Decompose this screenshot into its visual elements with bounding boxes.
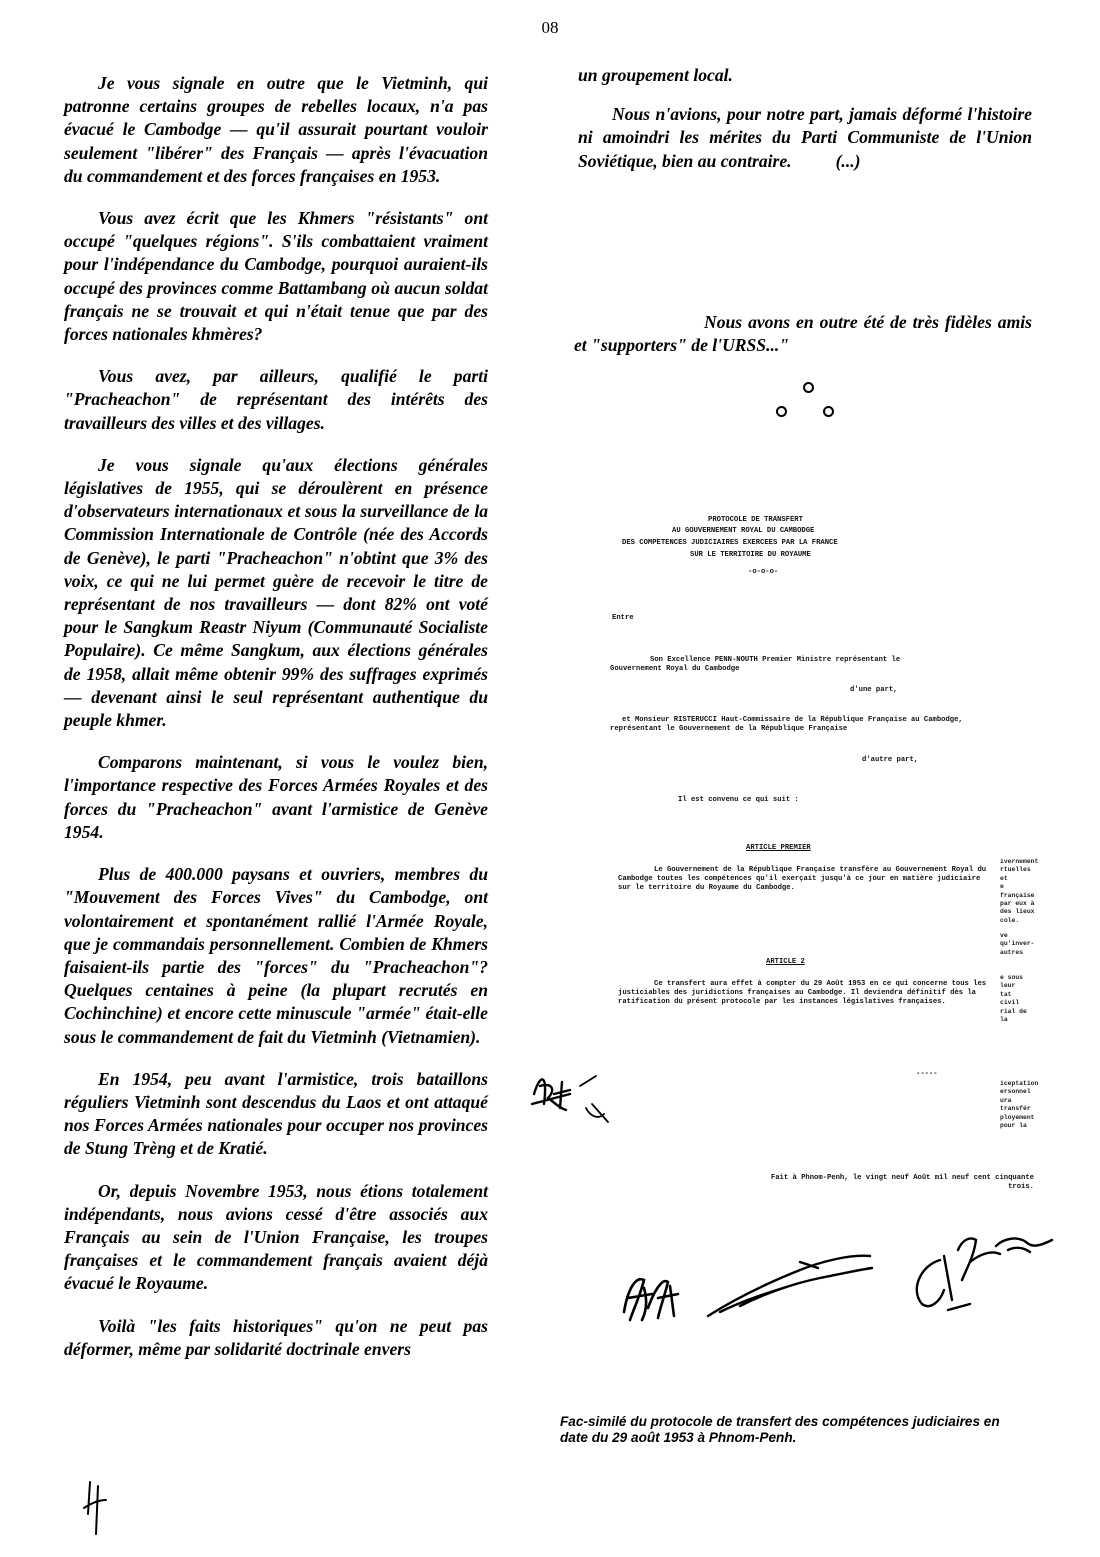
separator-dot [823, 406, 834, 417]
margin-note: e sous leur [1000, 974, 1024, 990]
margin-note: tat civil [1000, 990, 1020, 1007]
article-2-text: Ce transfert aura effet à compter du 29 Août 1953 en ce qui concerne tous les justiciables des juridictions françaises au Cambodge. Il deviendra définitif dès la ratification du présent protocole par les instances législatives françaises. [618, 980, 987, 1007]
ellipsis: (...) [835, 150, 861, 171]
margin-notes [1000, 932, 1035, 957]
margin-note: rial de la [1000, 1007, 1027, 1024]
margin-notes [1000, 858, 1038, 925]
separator-dot [803, 382, 814, 393]
article-2-title: ARTICLE 2 [766, 958, 805, 966]
paragraph-text: Nous n'avions, pour notre part, jamais déformé l'histoire ni amoindri les mérites du Parti Communiste de l'Union Soviétique, bien au contraire. [578, 104, 1032, 171]
signature-risterucci [900, 1220, 1060, 1320]
separator-dot [776, 406, 787, 417]
signature-middle [700, 1248, 880, 1328]
protocol-title-line: SUR LE TERRITOIRE DU ROYAUME [690, 551, 811, 559]
margin-note: ve qu'inver- [1000, 932, 1035, 948]
facsimile-caption: Fac-similé du protocole de transfert des compétences judiciaires en date du 29 août 1953 à Phnom-Penh. [560, 1414, 1000, 1445]
handwritten-page-mark [80, 1478, 110, 1538]
article-1-text: Le Gouvernement de la République Française transfère au Gouvernement Royal du Cambodge toutes les compétences qu'il exerçait jusqu'à ce jour en matière judiciaire sur le territoire du Royaume du Cambodge. [618, 866, 987, 893]
paragraph: Je vous signale en outre que le Vietminh, qui patronne certains groupes de rebelles locaux, n'a pas évacué le Cambodge — qu'il assurait pourtant vouloir seulement "libérer" des Français — après l'évacuation du commandement et des forces françaises en 1953. [64, 73, 488, 186]
protocol-separator: -o-o-o- [748, 568, 779, 576]
paragraph: Je vous signale qu'aux élections générales législatives de 1955, qui se déroulèrent en présence d'observateurs internationaux et sous la surveillance de la Commission Internationale de Contrôle (née des Accords de Genève), le parti "Pracheachon" n'obtint que 3% des voix, ce qui ne lui permet guère de recevoir le titre de représentant de nos travailleurs — dont 82% ont voté pour le Sangkum Reastr Niyum (Communauté Socialiste Populaire). Ce même Sangkum, aux élections générales de 1958, allait même obtenir 99% des suffrages exprimés — devenant ainsi le seul représentant authentique du peuple khmer. [64, 454, 488, 731]
quote-paragraph: Nous avons en outre été de très fidèles amis et "supporters" de l'URSS..." [574, 312, 1032, 356]
protocol-convenu: Il est convenu ce qui suit : [678, 796, 799, 804]
margin-note: rtuelles et [1000, 866, 1031, 882]
protocol-party-2: et Monsieur RISTERUCCI Haut-Commissaire de la République Française au Cambodge, représentant le Gouvernement de la République Française [610, 716, 963, 734]
paragraph: Or, depuis Novembre 1953, nous étions totalement indépendants, nous avions cessé d'être associés aux Français au sein de l'Union Française, les troupes françaises et le commandement français avaient déjà évacué le Royaume. [64, 1180, 488, 1294]
right-column [578, 64, 1032, 189]
margin-note: par eux à [1000, 900, 1035, 908]
margin-note: des lieux [1000, 908, 1035, 916]
protocol-party-2-suffix: d'autre part, [862, 756, 919, 764]
paragraph: Vous avez écrit que les Khmers "résistants" ont occupé "quelques régions". S'ils combattaient vraiment pour l'indépendance du Cambodge, pourquoi auraient-ils occupé des provinces comme Battambang où aucun soldat français ne se trouvait et qui n'était tenue que par des forces nationales khmères? [64, 208, 488, 345]
margin-note: cole. [1000, 916, 1020, 924]
facsimile-document [610, 510, 1039, 1210]
paragraph: Comparons maintenant, si vous le voulez bien, l'importance respective des Forces Armées Royales et des forces du "Pracheachon" avant l'armistice de Genève 1954. [64, 752, 488, 842]
paragraph: En 1954, peu avant l'armistice, trois bataillons réguliers Vietminh sont descendus du Laos et ont attaqué nos Forces Armées nationales pour occuper nos provinces de Stung Trèng et de Kratié. [64, 1068, 488, 1159]
margin-notes [1000, 974, 1030, 1024]
signature-penn-nouth [618, 1268, 688, 1328]
protocol-dashes: ----- [916, 1070, 938, 1078]
margin-note: pour la [1000, 1122, 1027, 1130]
paragraph: Vous avez, par ailleurs, qualifié le parti "Pracheachon" de représentant des intérêts des travailleurs des villes et des villages. [64, 366, 488, 433]
paragraph [578, 103, 1032, 173]
margin-note: e française [1000, 883, 1035, 899]
margin-notes [1000, 1080, 1038, 1130]
protocol-closing: Fait à Phnom-Penh, le vingt neuf Août mil neuf cent cinquante trois. [770, 1174, 1034, 1192]
continuation-line: un groupement local. [578, 65, 733, 85]
protocol-party-1-suffix: d'une part, [850, 686, 898, 694]
protocol-title-line: PROTOCOLE DE TRANSFERT [708, 516, 803, 524]
margin-note: ployement [1000, 1113, 1035, 1121]
protocol-entre: Entre [612, 614, 634, 622]
protocol-title-line: AU GOUVERNEMENT ROYAL DU CAMBODGE [672, 527, 815, 535]
paragraph: Plus de 400.000 paysans et ouvriers, membres du "Mouvement des Forces Vives" du Cambodge, ont volontairement et spontanément rallié l'Armée Royale, que je commandais personnellement. Combien de Khmers faisaient-ils partie des "forces" du "Pracheachon"? Quelques centaines à peine (la plupart recrutés en Cochinchine) et encore cette minuscule "armée" était-elle sous le commandement de fait du Vietminh (Vietnamien). [64, 864, 488, 1047]
margin-note: ura transfér [1000, 1096, 1031, 1113]
margin-note: autres [1000, 948, 1024, 956]
paragraph: Voilà "les faits historiques" qu'on ne peut pas déformer, même par solidarité doctrinale envers [64, 1315, 488, 1359]
margin-note: ersonnel [1000, 1088, 1031, 1096]
protocol-title-line: DES COMPETENCES JUDICIAIRES EXERCEES PAR LA FRANCE [622, 539, 838, 547]
left-column [64, 72, 488, 1380]
page-number: 08 [541, 18, 559, 37]
protocol-party-1: Son Excellence PENN-NOUTH Premier Ministre représentant le Gouvernement Royal du Cambodge [610, 656, 901, 674]
margin-note: ivernement [1000, 858, 1039, 865]
article-1-title: ARTICLE PREMIER [746, 844, 811, 852]
margin-note: iceptation [1000, 1080, 1039, 1087]
handwritten-initials [526, 1064, 626, 1134]
